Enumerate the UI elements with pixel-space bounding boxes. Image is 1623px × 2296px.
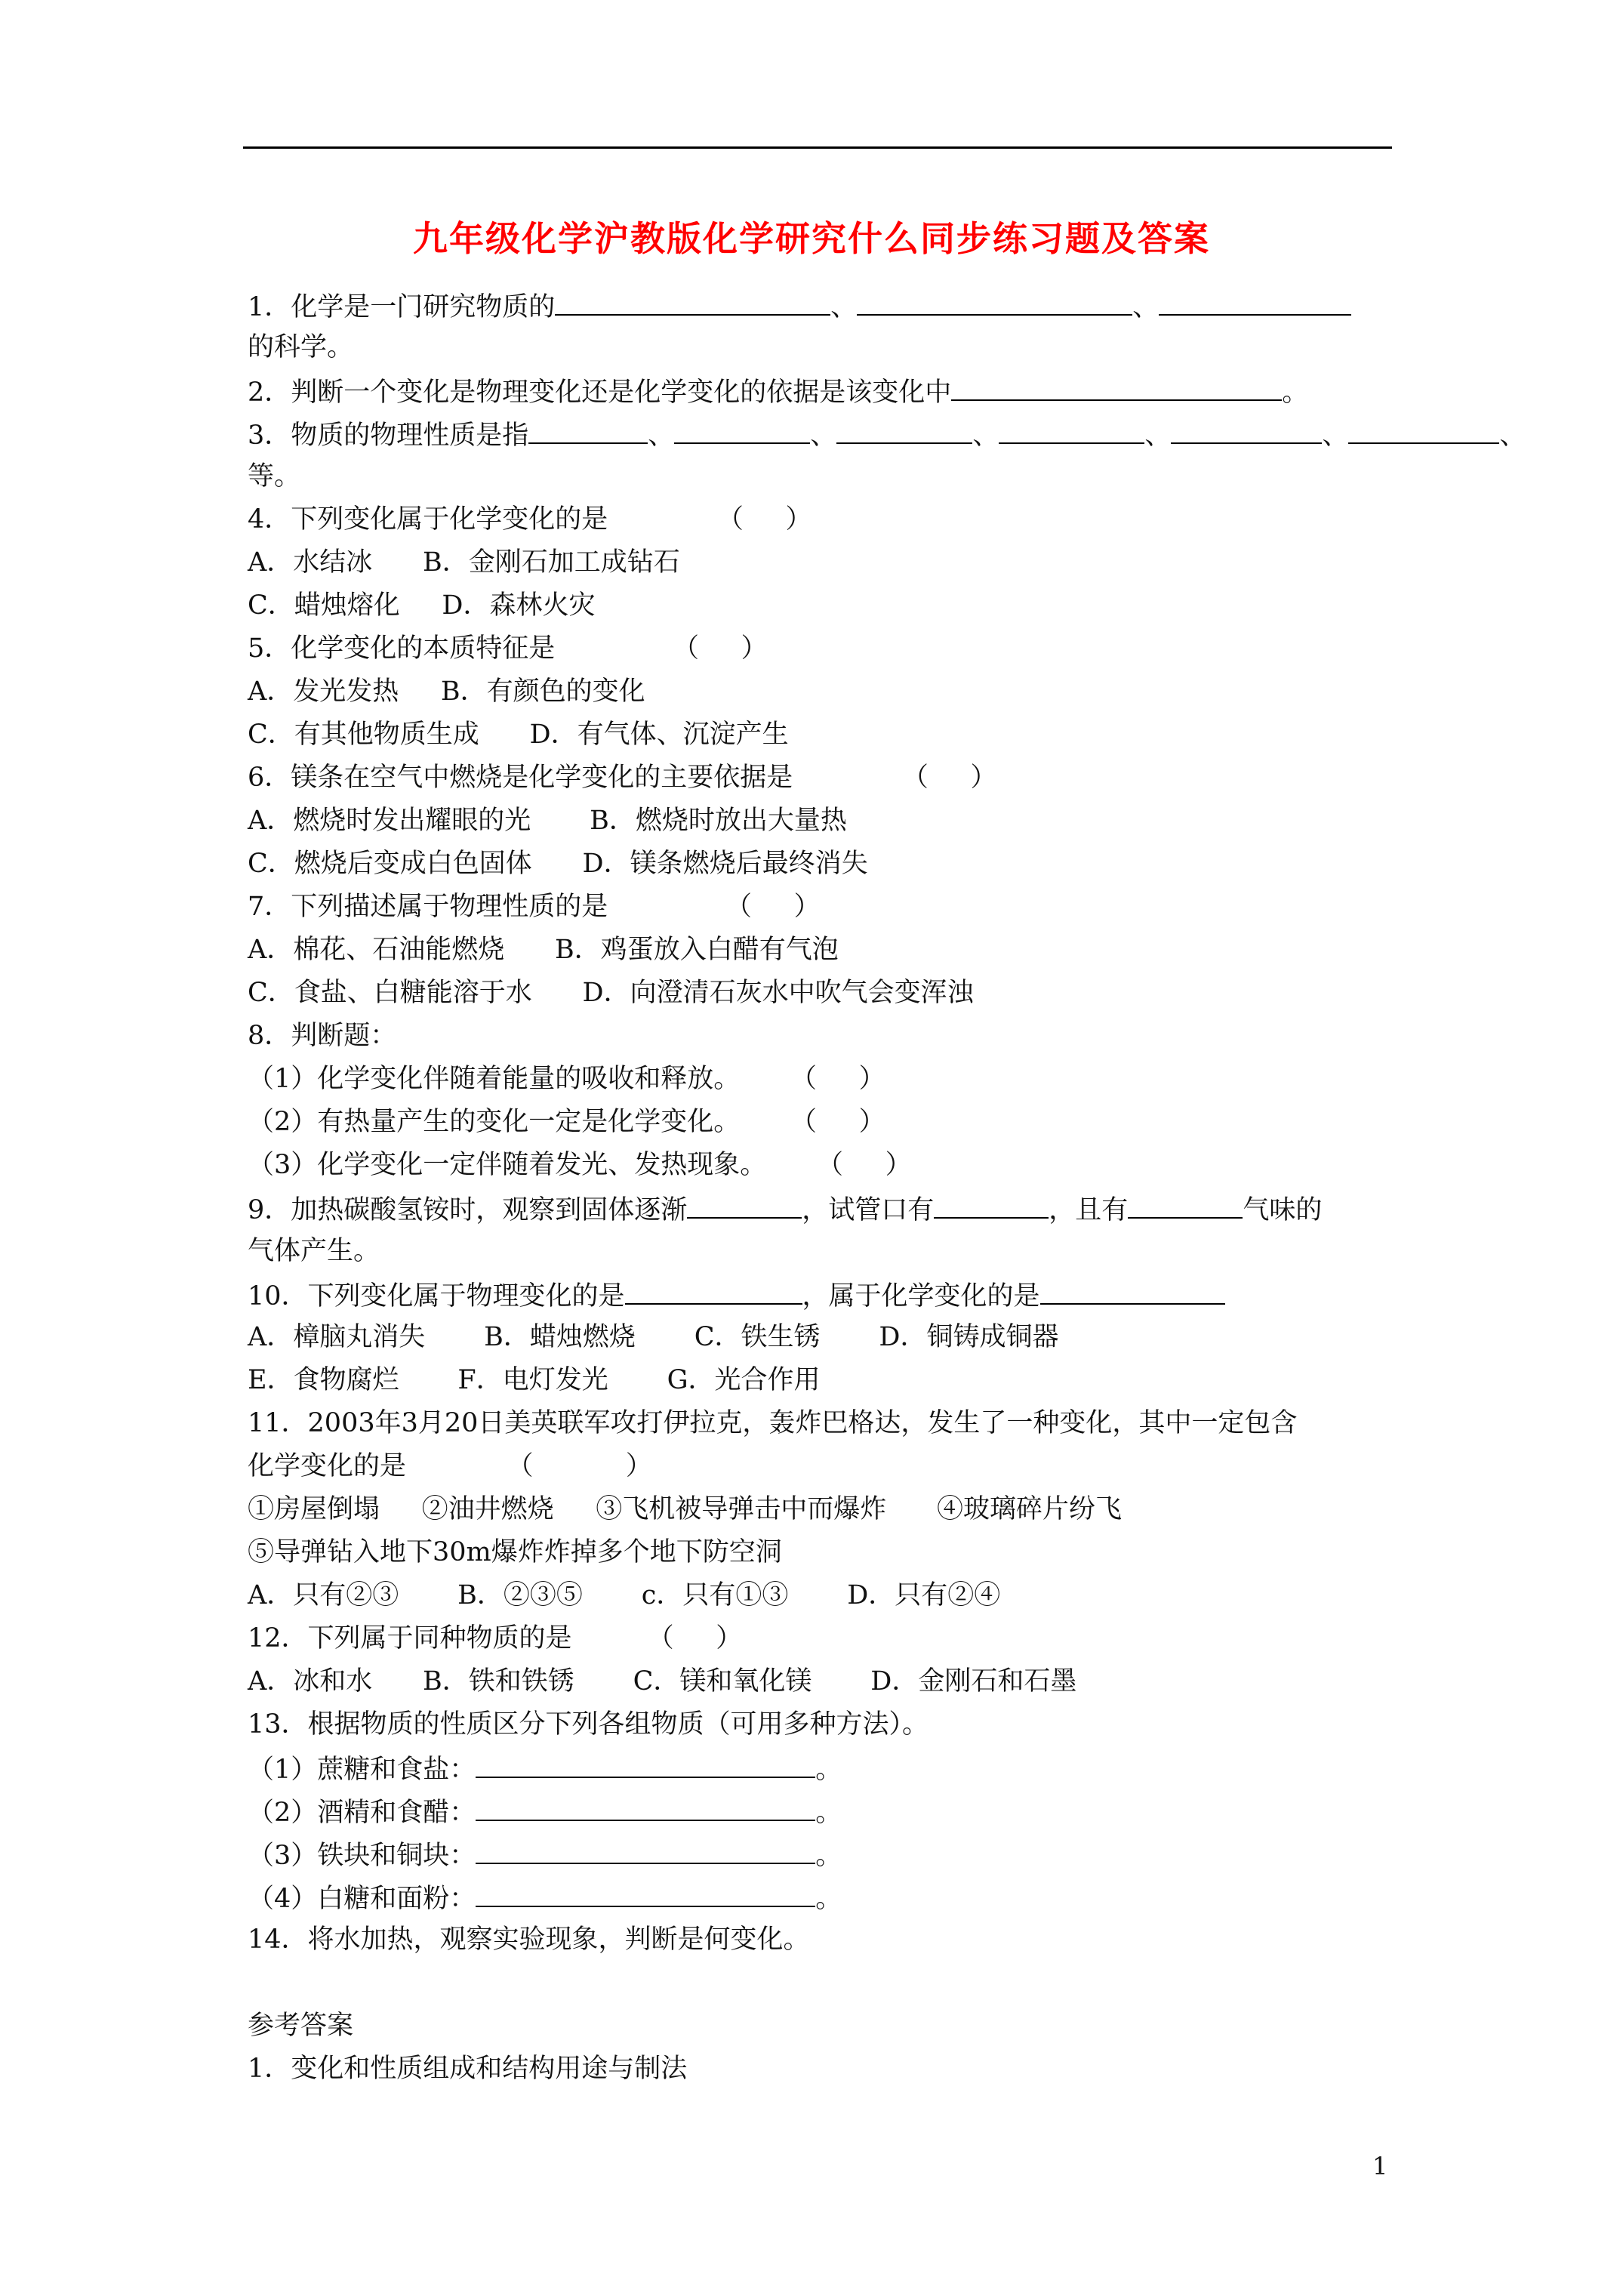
line-text: 2．判断一个变化是物理变化还是化学变化的依据是该变化中 <box>248 378 952 408</box>
line-text: A．水结冰 B．金刚石加工成钻石 <box>248 547 680 578</box>
text-line <box>248 590 595 621</box>
text-line <box>248 1537 782 1567</box>
line-text: 。 <box>815 1798 842 1828</box>
line-text: ，属于化学变化的是 <box>802 1281 1040 1311</box>
text-line <box>248 633 768 664</box>
text-line <box>248 1580 1000 1610</box>
answer-blank <box>476 1838 815 1864</box>
answer-blank <box>476 1795 815 1821</box>
text-line <box>248 1925 810 1955</box>
line-text: （2）酒精和食醋： <box>248 1798 476 1828</box>
text-line <box>248 1795 842 1828</box>
line-text: 、 <box>1322 421 1349 451</box>
text-line <box>248 504 812 535</box>
line-text: 。 <box>815 1884 842 1914</box>
text-line <box>248 935 839 965</box>
line-text: （3）化学变化一定伴随着发光、发热现象。 （ ） <box>248 1150 912 1180</box>
text-line <box>248 1666 1076 1697</box>
line-text: A．燃烧时发出耀眼的光 B．燃烧时放出大量热 <box>248 806 847 836</box>
line-text: （4）白糖和面粉： <box>248 1884 476 1914</box>
line-text: 的科学。 <box>248 332 354 362</box>
answer-blank <box>1040 1279 1225 1305</box>
answer-blank <box>476 1752 815 1778</box>
text-line <box>248 1709 929 1740</box>
answer-blank <box>836 418 972 444</box>
answer-blank <box>555 290 830 316</box>
answer-blank <box>1171 418 1322 444</box>
line-text: （1）蔗糖和食盐： <box>248 1755 476 1785</box>
line-text: 、 <box>1144 421 1172 451</box>
line-text: 化学变化的是 （ ） <box>248 1451 652 1481</box>
line-text: 12．下列属于同种物质的是 （ ） <box>248 1623 743 1653</box>
line-text: 1．变化和性质组成和结构用途与制法 <box>248 2054 688 2084</box>
line-text: 、 <box>972 421 999 451</box>
answer-blank <box>999 418 1144 444</box>
line-text: （1）化学变化伴随着能量的吸收和释放。 （ ） <box>248 1064 885 1094</box>
line-text: 8．判断题： <box>248 1021 397 1051</box>
text-line <box>248 892 821 922</box>
line-text: 3．物质的物理性质是指 <box>248 421 529 451</box>
line-text: A．发光发热 B．有颜色的变化 <box>248 676 645 707</box>
line-text: （3）铁块和铜块： <box>248 1841 476 1871</box>
line-text: 、 <box>830 292 858 322</box>
line-text: C．有其他物质生成 D．有气体、沉淀产生 <box>248 720 789 750</box>
answer-blank <box>1348 418 1499 444</box>
answer-blank <box>1128 1193 1243 1219</box>
line-text: C．食盐、白糖能溶于水 D．向澄清石灰水中吹气会变浑浊 <box>248 978 974 1008</box>
answer-blank <box>951 375 1282 401</box>
text-line <box>248 1064 885 1094</box>
line-text: C．蜡烛熔化 D．森林火灾 <box>248 590 596 621</box>
text-line <box>248 418 1526 451</box>
line-text: A．樟脑丸消失 B．蜡烛燃烧 C．铁生锈 D．铜铸成铜器 <box>248 1322 1059 1352</box>
line-text: 10．下列变化属于物理变化的是 <box>248 1281 625 1311</box>
page-number: 1 <box>1372 2152 1388 2180</box>
answer-blank <box>528 418 648 444</box>
text-line <box>248 849 868 879</box>
text-line <box>248 1451 652 1481</box>
text-line <box>248 1279 1225 1311</box>
text-line <box>248 1193 1322 1225</box>
text-line <box>248 1494 1122 1524</box>
header-rule <box>243 146 1392 149</box>
line-text: 13．根据物质的性质区分下列各组物质（可用多种方法）。 <box>248 1709 929 1740</box>
text-line <box>248 2054 687 2084</box>
line-text: ，且有 <box>1049 1195 1129 1225</box>
line-text: 5．化学变化的本质特征是 （ ） <box>248 633 768 664</box>
answer-blank <box>857 290 1132 316</box>
line-text: 、 <box>810 421 837 451</box>
text-line <box>248 763 997 793</box>
text-line <box>248 1107 885 1137</box>
text-line <box>248 1322 1058 1352</box>
line-text: 6．镁条在空气中燃烧是化学变化的主要依据是 （ ） <box>248 763 997 793</box>
text-line <box>248 547 680 578</box>
line-text: 4．下列变化属于化学变化的是 （ ） <box>248 504 812 535</box>
line-text: ⑤导弹钻入地下30m爆炸炸掉多个地下防空洞 <box>248 1537 782 1567</box>
line-text: （2）有热量产生的变化一定是化学变化。 （ ） <box>248 1107 885 1137</box>
line-text: 。 <box>1282 378 1309 408</box>
line-text: A．棉花、石油能燃烧 B．鸡蛋放入白醋有气泡 <box>248 935 839 965</box>
line-text: 气体产生。 <box>248 1236 380 1266</box>
text-line <box>248 461 300 492</box>
line-text: 、 <box>1132 292 1160 322</box>
line-text: 参考答案 <box>248 2011 354 2041</box>
text-line <box>248 1365 821 1395</box>
line-text: 7．下列描述属于物理性质的是 （ ） <box>248 892 821 922</box>
text-line <box>248 290 1351 322</box>
text-line <box>248 1236 380 1266</box>
line-text: 气味的 <box>1243 1195 1323 1225</box>
line-text: 1．化学是一门研究物质的 <box>248 292 556 322</box>
text-line <box>248 332 353 362</box>
line-text: E．食物腐烂 F．电灯发光 G．光合作用 <box>248 1365 821 1395</box>
text-line <box>248 1623 742 1653</box>
line-text: 9．加热碳酸氢铵时，观察到固体逐渐 <box>248 1195 688 1225</box>
text-line <box>248 806 847 836</box>
text-line <box>248 1408 1297 1438</box>
text-line <box>248 1881 842 1914</box>
line-text: A．冰和水 B．铁和铁锈 C．镁和氧化镁 D．金刚石和石墨 <box>248 1666 1077 1697</box>
text-line <box>248 1752 842 1785</box>
text-line <box>248 375 1308 408</box>
text-line <box>248 720 789 750</box>
line-text: ，试管口有 <box>802 1195 935 1225</box>
line-text: ①房屋倒塌 ②油井燃烧 ③飞机被导弹击中而爆炸 ④玻璃碎片纷飞 <box>248 1494 1123 1524</box>
line-text: 11．2003年3月20日美英联军攻打伊拉克，轰炸巴格达，发生了一种变化，其中一定包含 <box>248 1408 1298 1438</box>
text-line <box>248 978 974 1008</box>
line-text: 14．将水加热，观察实验现象，判断是何变化。 <box>248 1925 810 1955</box>
answer-blank <box>1159 290 1351 316</box>
answer-blank <box>476 1881 815 1907</box>
line-text: C．燃烧后变成白色固体 D．镁条燃烧后最终消失 <box>248 849 868 879</box>
line-text: 、 <box>1499 421 1526 451</box>
text-line <box>248 2011 353 2041</box>
document-title: 九年级化学沪教版化学研究什么同步练习题及答案 <box>413 218 1210 259</box>
answer-blank <box>625 1279 802 1305</box>
line-text: 。 <box>815 1841 842 1871</box>
line-text: 。 <box>815 1755 842 1785</box>
text-line <box>248 1021 396 1051</box>
text-line <box>248 676 645 707</box>
answer-blank <box>934 1193 1049 1219</box>
line-text: 、 <box>648 421 675 451</box>
answer-blank <box>687 1193 802 1219</box>
text-line <box>248 1838 842 1871</box>
line-text: A．只有②③ B．②③⑤ c．只有①③ D．只有②④ <box>248 1580 1001 1610</box>
line-text: 等。 <box>248 461 301 492</box>
text-line <box>248 1150 912 1180</box>
answer-blank <box>674 418 810 444</box>
